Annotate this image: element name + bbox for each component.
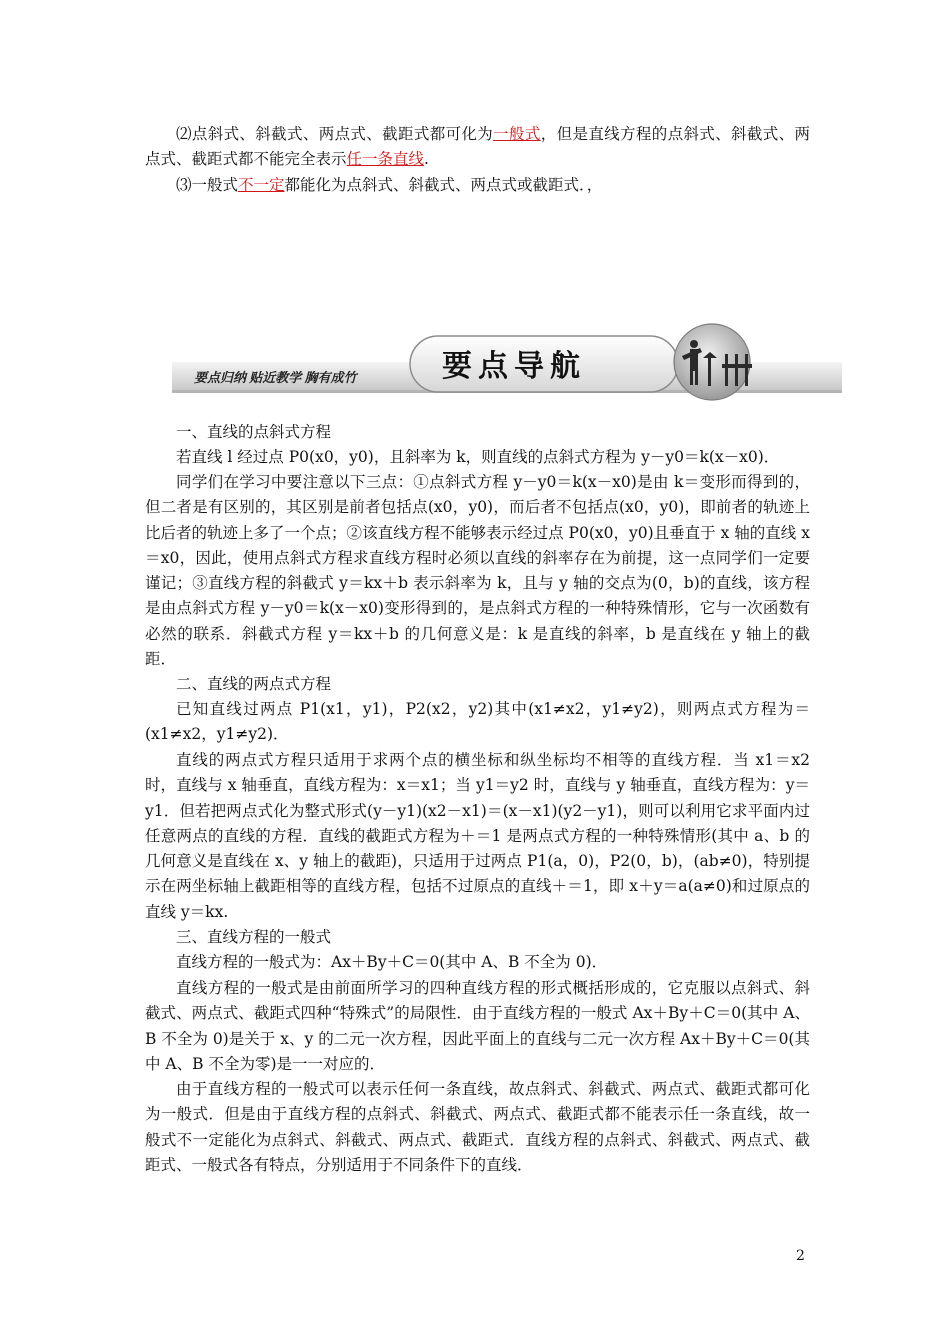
banner-subtitle: 要点归纳 贴近教学 胸有成竹 xyxy=(194,370,357,385)
intro-text: . xyxy=(424,150,429,169)
banner-title: 要点导航 xyxy=(442,349,586,384)
section-1-paragraph-1: 若直线 l 经过点 P0(x0，y0)，且斜率为 k，则直线的点斜式方程为 y－y0＝k(x－x0)． xyxy=(176,448,780,466)
page-number: 2 xyxy=(796,1248,805,1264)
intro-text: ⑵点斜式、斜截式、两点式、截距式都可化为 xyxy=(176,125,494,143)
section-2-heading: 二、直线的两点式方程 xyxy=(176,675,332,693)
section-banner xyxy=(172,318,842,404)
section-3-paragraph-1: 直线方程的一般式为：Ax＋By＋C＝0(其中 A、B 不全为 0)． xyxy=(176,953,608,971)
section-2-paragraph-2: 直线的两点式方程只适用于求两个点的横坐标和纵坐标均不相等的直线方程．当 x1＝x2 时，直线与 x 轴垂直，直线方程为：x＝x1；当 y1＝y2 时，直线与 y 轴垂直，直线方程为：y＝y1．但若把两点式化为整式形式(y－y1)(x2－x1)＝(x－x1)(y2－y1)，则可以利用它求平面内过任意两点的直线的方程．直线的截距式方程为＋＝1 是两点式方程的一种特殊情形(其中 a、b 的几何意义是直线在 x、y 轴上的截距)，只适用于过两点 P1(a，0)，P2(0，b)，(ab≠0)，特别提示在两坐标轴上截距相等的直线方程，包括不过原点的直线＋＝1，即 x＋y＝a(a≠0)和过原点的直线 y＝kx. xyxy=(145,751,810,921)
section-3-heading: 三、直线方程的一般式 xyxy=(176,928,332,946)
intro-text: ，但是直线方程的点斜式、斜截式、两点式、截距式都不能完全表示 xyxy=(145,125,810,169)
section-2-paragraph-1: 已知直线过两点 P1(x1，y1)，P2(x2，y2)其中(x1≠x2，y1≠y2)，则两点式方程为＝(x1≠x2，y1≠y2)． xyxy=(145,700,810,744)
section-3-paragraph-3: 由于直线方程的一般式可以表示任何一条直线，故点斜式、斜截式、两点式、截距式都可化为一般式．但是由于直线方程的点斜式、斜截式、两点式、截距式都不能表示任一条直线，故一般式不一定能化为点斜式、斜截式、两点式、截距式．直线方程的点斜式、斜截式、两点式、截距式、一般式各有特点，分别适用于不同条件下的直线． xyxy=(145,1080,810,1174)
intro-text: 都能化为点斜式、斜截式、两点式或截距式．， xyxy=(284,176,603,194)
section-1-heading: 一、直线的点斜式方程 xyxy=(176,423,332,441)
highlight-general-form: 一般式 xyxy=(493,125,541,143)
section-3-paragraph-2: 直线方程的一般式是由前面所学习的四种直线方程的形式概括形成的，它克服以点斜式、斜截式、两点式、截距式四种“特殊式”的局限性．由于直线方程的一般式 Ax＋By＋C＝0(其中 A、B 不全为 0)是关于 x、y 的二元一次方程，因此平面上的直线与二元一次方程 Ax＋By＋C＝0(其中 A、B 不全为零)是一一对应的． xyxy=(145,979,810,1073)
highlight-any-line: 任一条直线 xyxy=(346,150,425,169)
section-1-paragraph-2: 同学们在学习中要注意以下三点：①点斜式方程 y－y0＝k(x－x0)是由 k＝变形而得到的，但二者是有区别的，其区别是前者包括点(x0，y0)，而后者不包括点(x0，y0)，即前者的轨迹上比后者的轨迹上多了一个点；②该直线方程不能够表示经过点 P0(x0，y0)且垂直于 x 轴的直线 x＝x0，因此，使用点斜式方程求直线方程时必须以直线的斜率存在为前提，这一点同学们一定要谨记；③直线方程的斜截式 y＝kx＋b 表示斜率为 k，且与 y 轴的交点为(0，b)的直线，该方程是由点斜式方程 y－y0＝k(x－x0)变形得到的，是点斜式方程的一种特殊情形，它与一次函数有必然的联系．斜截式方程 y＝kx＋b 的几何意义是：k 是直线的斜率，b 是直线在 y 轴上的截距． xyxy=(145,473,810,669)
intro-text: ⑶一般式 xyxy=(176,176,239,194)
intro-paragraph-3 xyxy=(145,173,810,198)
banner-emblem xyxy=(674,324,750,400)
highlight-not-necessarily: 不一定 xyxy=(238,176,285,194)
intro-paragraph-2 xyxy=(145,122,810,173)
